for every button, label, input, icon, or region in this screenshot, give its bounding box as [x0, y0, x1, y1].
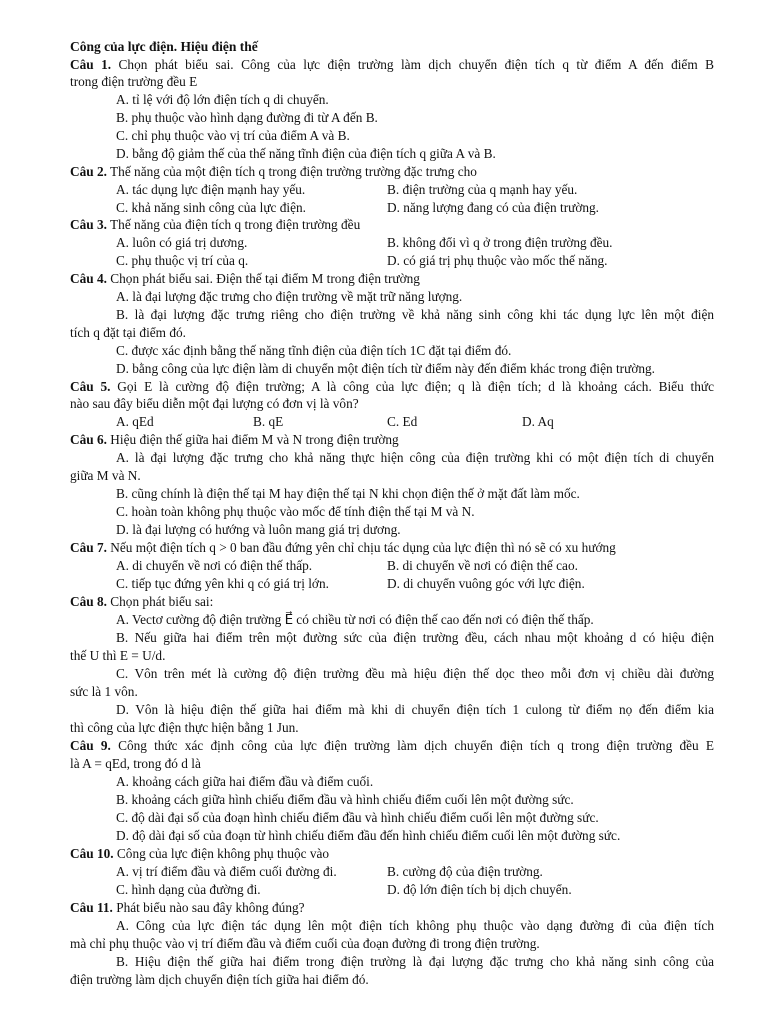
question-11-label: Câu 11.	[70, 900, 113, 915]
question-10-option-a: A. vị trí điểm đầu và điểm cuối đường đi.	[116, 864, 337, 879]
question-7-stem: Câu 7. Nếu một điện tích q > 0 ban đầu đứng yên chỉ chịu tác dụng của lực điện thì nó sẽ có xu hướng	[70, 540, 616, 555]
question-7-option-c: C. tiếp tục đứng yên khi q có giá trị lớn.	[116, 576, 329, 591]
question-5-option-b: B. qE	[253, 414, 284, 429]
document-title: Công của lực điện. Hiệu điện thế	[70, 39, 258, 54]
question-7-option-a: A. di chuyển về nơi có điện thế thấp.	[116, 558, 313, 573]
question-5-stem: Câu 5. Gọi E là cường độ điện trường; A là công của lực điện; q là điện tích; d là khoảng cách. Biểu thức	[70, 379, 714, 394]
question-6-option-b: B. cũng chính là điện thế tại M hay điện thế tại N khi chọn điện thế ở mặt đất làm mốc.	[116, 486, 580, 501]
question-7-label: Câu 7.	[70, 540, 107, 555]
question-9-option-d: D. độ dài đại số của đoạn từ hình chiếu điểm đầu đến hình chiếu điểm cuối lên một đường sức.	[116, 828, 621, 843]
question-4-stem: Câu 4. Chọn phát biểu sai. Điện thế tại điểm M trong điện trường	[70, 271, 420, 286]
question-8-option-b: B. Nếu giữa hai điểm trên một đường sức của điện trường đều, cách nhau một khoảng d có hiệu điện	[116, 630, 714, 645]
question-1-stem-cont: trong điện trường đều E	[70, 74, 198, 89]
question-10-option-b: B. cường độ của điện trường.	[387, 864, 543, 879]
question-1-option-d: D. bằng độ giảm thế của thế năng tĩnh điện của điện tích q giữa A và B.	[116, 146, 496, 161]
question-2-stem: Câu 2. Thế năng của một điện tích q trong điện trường trường đặc trưng cho	[70, 164, 477, 179]
question-11-option-b-cont: điện trường làm dịch chuyển điện tích giữa hai điểm đó.	[70, 972, 369, 987]
question-5-label: Câu 5.	[70, 379, 111, 394]
question-4-label: Câu 4.	[70, 271, 107, 286]
question-11-option-a: A. Công của lực điện tác dụng lên một điện tích không phụ thuộc vào dạng đường đi của điện tích	[116, 918, 714, 933]
question-3-option-b: B. không đổi vì q ở trong điện trường đều.	[387, 235, 613, 250]
question-1-option-a: A. tỉ lệ với độ lớn điện tích q di chuyển.	[116, 92, 329, 107]
question-9-option-c: C. độ dài đại số của đoạn hình chiếu điểm đầu và hình chiếu điểm cuối lên một đường sức.	[116, 810, 599, 825]
question-5-stem-cont: nào sau đây biểu diễn một đại lượng có đơn vị là vôn?	[70, 396, 359, 411]
question-1-option-b: B. phụ thuộc vào hình dạng đường đi từ A đến B.	[116, 110, 378, 125]
question-8-label: Câu 8.	[70, 594, 107, 609]
question-1-label: Câu 1.	[70, 57, 112, 72]
question-3-option-d: D. có giá trị phụ thuộc vào mốc thế năng.	[387, 253, 608, 268]
question-11-option-a-cont: mà chỉ phụ thuộc vào vị trí điểm đầu và điểm cuối của đoạn đường đi trong điện trường.	[70, 936, 540, 951]
question-2-option-c: C. khả năng sinh công của lực điện.	[116, 200, 306, 215]
question-8-option-b-cont: thế U thì E = U/d.	[70, 648, 166, 663]
question-6-stem: Câu 6. Hiệu điện thế giữa hai điểm M và N trong điện trường	[70, 432, 399, 447]
question-4-option-a: A. là đại lượng đặc trưng cho điện trường về mặt trữ năng lượng.	[116, 289, 463, 304]
question-5-option-c: C. Ed	[387, 414, 418, 429]
question-1-stem: Câu 1. Chọn phát biểu sai. Công của lực điện trường làm dịch chuyển điện tích q từ điểm A đến điểm B	[70, 57, 714, 72]
question-8-option-a: A. Vectơ cường độ điện trường E⃗ có chiều từ nơi có điện thế cao đến nơi có điện thế thấp.	[116, 612, 594, 627]
question-10-option-d: D. độ lớn điện tích bị dịch chuyển.	[387, 882, 572, 897]
question-7-option-d: D. di chuyển vuông góc với lực điện.	[387, 576, 585, 591]
question-6-option-a-cont: giữa M và N.	[70, 468, 141, 483]
question-4-option-b-cont: tích q đặt tại điểm đó.	[70, 325, 186, 340]
question-3-option-c: C. phụ thuộc vị trí của q.	[116, 253, 249, 268]
question-8-option-d: D. Vôn là hiệu điện thế giữa hai điểm mà khi di chuyển điện tích 1 culong từ điểm nọ đến điểm kia	[116, 702, 714, 717]
question-8-stem: Câu 8. Chọn phát biểu sai:	[70, 594, 214, 609]
question-4-option-d: D. bằng công của lực điện làm di chuyển một điện tích từ điểm này đến điểm khác trong điện trường.	[116, 361, 655, 376]
question-9-option-a: A. khoảng cách giữa hai điểm đầu và điểm cuối.	[116, 774, 374, 789]
question-4-option-b: B. là đại lượng đặc trưng riêng cho điện trường về khả năng sinh công khi tác dụng lực lên một điện	[116, 307, 714, 322]
question-10-stem: Câu 10. Công của lực điện không phụ thuộc vào	[70, 846, 330, 861]
question-2-option-a: A. tác dụng lực điện mạnh hay yếu.	[116, 182, 306, 197]
question-6-option-a: A. là đại lượng đặc trưng cho khả năng thực hiện công của điện trường khi có một điện tích di chuyển	[116, 450, 714, 465]
question-8-option-d-cont: thì công của lực điện thực hiện bằng 1 Jun.	[70, 720, 299, 735]
question-1-option-c: C. chỉ phụ thuộc vào vị trí của điểm A và B.	[116, 128, 350, 143]
question-11-stem: Câu 11. Phát biểu nào sau đây không đúng?	[70, 900, 305, 915]
question-8-option-c-cont: sức là 1 vôn.	[70, 684, 138, 699]
question-2-option-b: B. điện trường của q mạnh hay yếu.	[387, 182, 578, 197]
question-9-label: Câu 9.	[70, 738, 111, 753]
question-10-label: Câu 10.	[70, 846, 114, 861]
question-3-option-a: A. luôn có giá trị dương.	[116, 235, 248, 250]
question-11-option-b: B. Hiệu điện thế giữa hai điểm trong điện trường là đại lượng đặc trưng cho khả năng sinh công của	[116, 954, 714, 969]
question-2-option-d: D. năng lượng đang có của điện trường.	[387, 200, 599, 215]
question-7-option-b: B. di chuyển về nơi có điện thế cao.	[387, 558, 578, 573]
question-9-option-b: B. khoảng cách giữa hình chiếu điểm đầu và hình chiếu điểm cuối lên một đường sức.	[116, 792, 574, 807]
question-9-stem-cont: là A = qEd, trong đó d là	[70, 756, 201, 771]
question-5-option-d: D. Aq	[522, 414, 554, 429]
question-3-stem: Câu 3. Thế năng của điện tích q trong điện trường đều	[70, 217, 361, 232]
question-6-label: Câu 6.	[70, 432, 107, 447]
question-10-option-c: C. hình dạng của đường đi.	[116, 882, 261, 897]
question-6-option-c: C. hoàn toàn không phụ thuộc vào mốc để tính điện thế tại M và N.	[116, 504, 475, 519]
question-2-label: Câu 2.	[70, 164, 107, 179]
question-9-stem: Câu 9. Công thức xác định công của lực điện trường làm dịch chuyển điện tích q trong điện trường đều E	[70, 738, 714, 753]
question-4-option-c: C. được xác định bằng thế năng tĩnh điện của điện tích 1C đặt tại điểm đó.	[116, 343, 512, 358]
question-3-label: Câu 3.	[70, 217, 107, 232]
question-6-option-d: D. là đại lượng có hướng và luôn mang giá trị dương.	[116, 522, 401, 537]
question-8-option-c: C. Vôn trên mét là cường độ điện trường đều mà hiệu điện thế dọc theo mỗi đơn vị chiều dài đường	[116, 666, 714, 681]
question-5-option-a: A. qEd	[116, 414, 154, 429]
